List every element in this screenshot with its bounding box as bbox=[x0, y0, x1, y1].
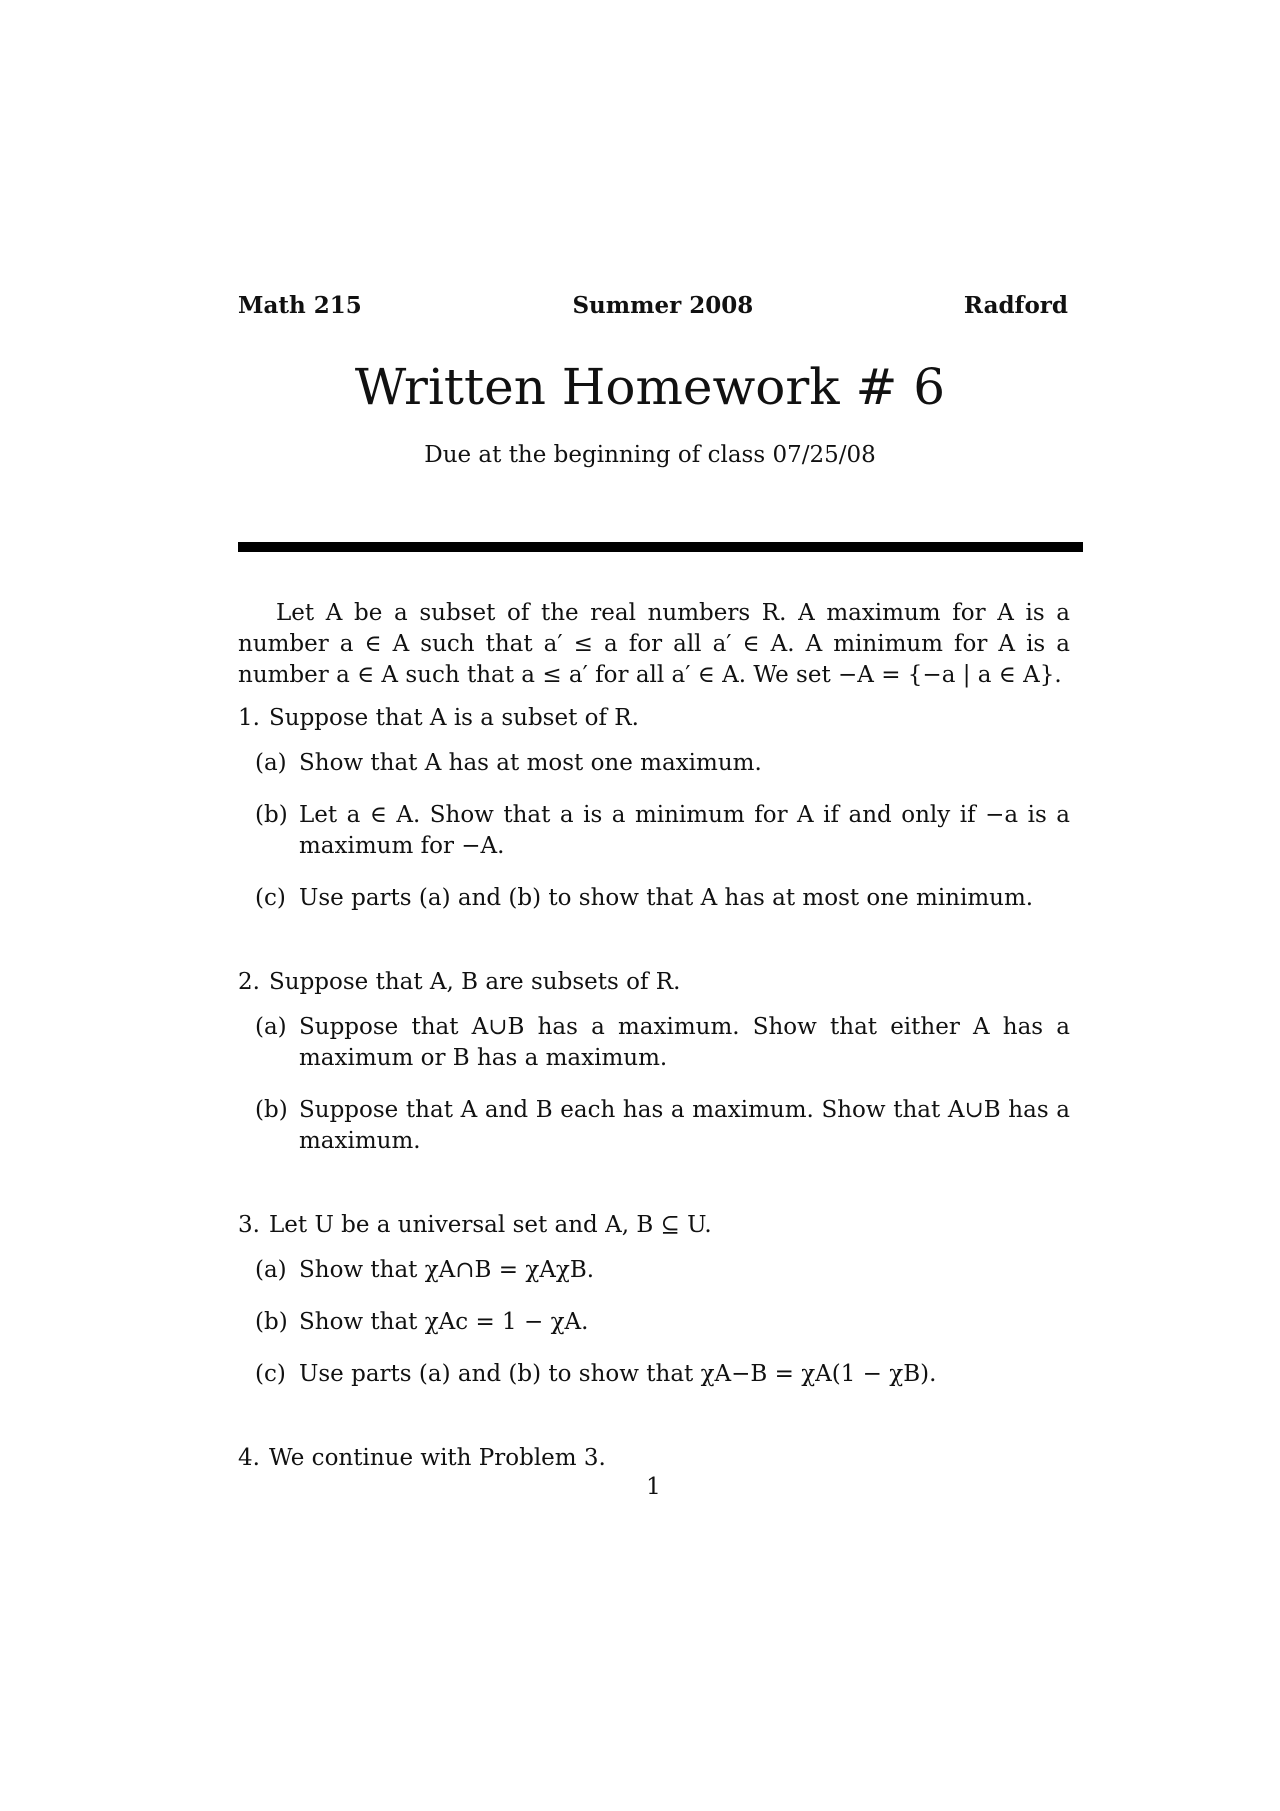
part-text: Show that χA∩B = χAχB. bbox=[299, 1257, 595, 1283]
part-item bbox=[255, 1095, 1070, 1157]
part-text: Show that χAc = 1 − χA. bbox=[299, 1309, 589, 1335]
part-text: Suppose that A∪B has a maximum. Show that either A has a maximum or B has a maximum. bbox=[299, 1014, 1070, 1071]
part-label: (b) bbox=[255, 1309, 288, 1335]
problem-label: 1. bbox=[238, 705, 260, 731]
page-title: Written Homework # 6 bbox=[354, 358, 946, 416]
problem-text: We continue with Problem 3. bbox=[269, 1445, 606, 1471]
problem-text: Suppose that A is a subset of R. bbox=[269, 705, 639, 731]
due-date: Due at the beginning of class 07/25/08 bbox=[424, 442, 876, 468]
part-label: (b) bbox=[255, 802, 288, 828]
part-item bbox=[255, 1012, 1070, 1074]
part-text: Use parts (a) and (b) to show that A has at most one minimum. bbox=[299, 885, 1034, 911]
problem-2 bbox=[238, 967, 1070, 998]
problem-4 bbox=[238, 1443, 1070, 1474]
header bbox=[238, 292, 1068, 319]
course-name: Math 215 bbox=[238, 292, 362, 319]
problem-1 bbox=[238, 703, 1070, 734]
divider-rule bbox=[238, 542, 1083, 552]
part-label: (a) bbox=[255, 1014, 287, 1040]
problem-label: 3. bbox=[238, 1212, 260, 1238]
part-item bbox=[255, 1307, 1070, 1338]
problem-label: 4. bbox=[238, 1445, 260, 1471]
part-label: (b) bbox=[255, 1097, 288, 1123]
part-label: (c) bbox=[255, 1361, 286, 1387]
part-item bbox=[255, 1255, 1070, 1286]
part-label: (c) bbox=[255, 885, 286, 911]
part-item bbox=[255, 883, 1070, 914]
problem-2-parts bbox=[238, 1012, 1070, 1157]
problem-text: Let U be a universal set and A, B ⊆ U. bbox=[269, 1212, 712, 1238]
part-label: (a) bbox=[255, 1257, 287, 1283]
part-item bbox=[255, 748, 1070, 779]
part-text: Let a ∈ A. Show that a is a minimum for A if and only if −a is a maximum for −A. bbox=[299, 802, 1070, 859]
problem-label: 2. bbox=[238, 969, 260, 995]
term: Summer 2008 bbox=[572, 292, 754, 319]
part-text: Use parts (a) and (b) to show that χA−B = χA(1 − χB). bbox=[299, 1361, 937, 1387]
problem-3 bbox=[238, 1210, 1070, 1241]
part-label: (a) bbox=[255, 750, 287, 776]
part-item bbox=[255, 1359, 1070, 1390]
intro-paragraph: Let A be a subset of the real numbers R. A maximum for A is a number a ∈ A such that a′ ≤ a for all a′ ∈ A. A minimum for A is a number a ∈ A such that a ≤ a′ for all a′ ∈ A. We set −A = {−a | a ∈ A}. bbox=[238, 600, 1070, 688]
part-text: Show that A has at most one maximum. bbox=[299, 750, 762, 776]
problem-text: Suppose that A, B are subsets of R. bbox=[269, 969, 681, 995]
problem-1-parts bbox=[238, 748, 1070, 914]
page-number: 1 bbox=[646, 1474, 661, 1500]
part-text: Suppose that A and B each has a maximum. Show that A∪B has a maximum. bbox=[299, 1097, 1070, 1154]
document-body bbox=[238, 598, 1070, 1474]
part-item bbox=[255, 800, 1070, 862]
instructor: Radford bbox=[963, 292, 1068, 319]
problem-3-parts bbox=[238, 1255, 1070, 1390]
